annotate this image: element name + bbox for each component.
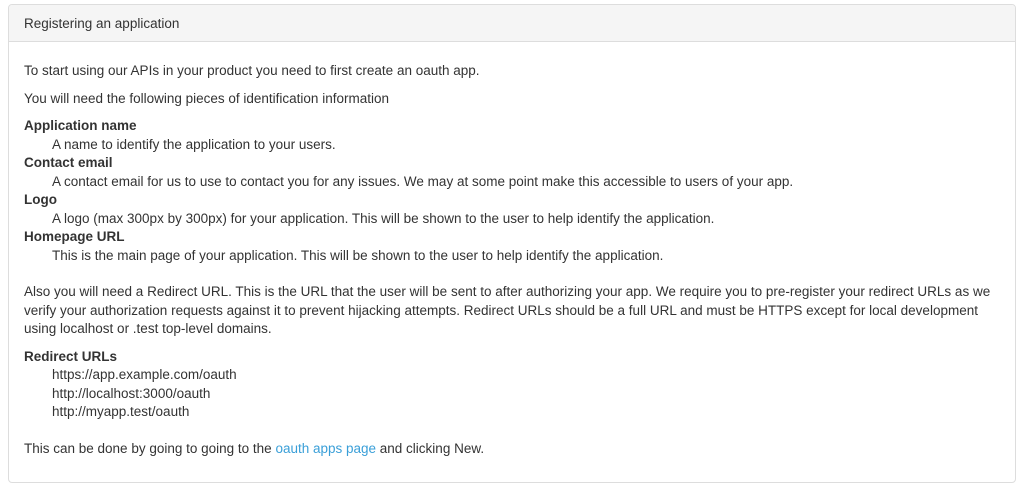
closing-text-before: This can be done by going to going to the — [24, 440, 276, 456]
field-desc-logo: A logo (max 300px by 300px) for your application. This will be shown to the user to help identify the application. — [52, 210, 715, 226]
field-term-contact-email: Contact email — [24, 155, 113, 170]
closing-text — [24, 440, 1000, 459]
panel-body — [9, 42, 1015, 458]
field-desc-contact-email: A contact email for us to use to contact you for any issues. We may at some point make this accessible to users of your app. — [52, 173, 794, 189]
closing-text-after: and clicking New. — [376, 440, 485, 456]
field-desc-application-name: A name to identify the application to your users. — [52, 136, 336, 152]
redirect-url-example: http://myapp.test/oauth — [52, 404, 190, 419]
field-term-homepage-url: Homepage URL — [24, 229, 125, 244]
field-desc-homepage-url: This is the main page of your application. This will be shown to the user to help identify the application. — [52, 247, 664, 263]
redirect-urls-term: Redirect URLs — [24, 348, 118, 364]
registering-panel — [8, 4, 1016, 483]
redirect-urls-list — [24, 348, 1000, 422]
redirect-url-example: https://app.example.com/oauth — [52, 367, 237, 382]
field-term-application-name: Application name — [24, 118, 137, 133]
redirect-url-example: http://localhost:3000/oauth — [52, 385, 211, 401]
need-info-text: You will need the following pieces of identification information — [24, 90, 389, 106]
oauth-apps-page-link[interactable]: oauth apps page — [275, 440, 377, 456]
redirect-url-paragraph: Also you will need a Redirect URL. This is the URL that the user will be sent to after authorizing your app. We require you to pre-register your redirect URLs as we verify your authorization requests against it to prevent hijacking attempts. Redirect URLs should be a full URL and must be HTTPS except for local development using localhost or .test top-level domains. — [24, 284, 991, 336]
intro-text: To start using our APIs in your product you need to first create an oauth app. — [24, 63, 480, 78]
identification-fields-list — [24, 117, 1000, 265]
field-term-logo: Logo — [24, 192, 57, 207]
panel-heading: Registering an application — [9, 5, 1015, 42]
